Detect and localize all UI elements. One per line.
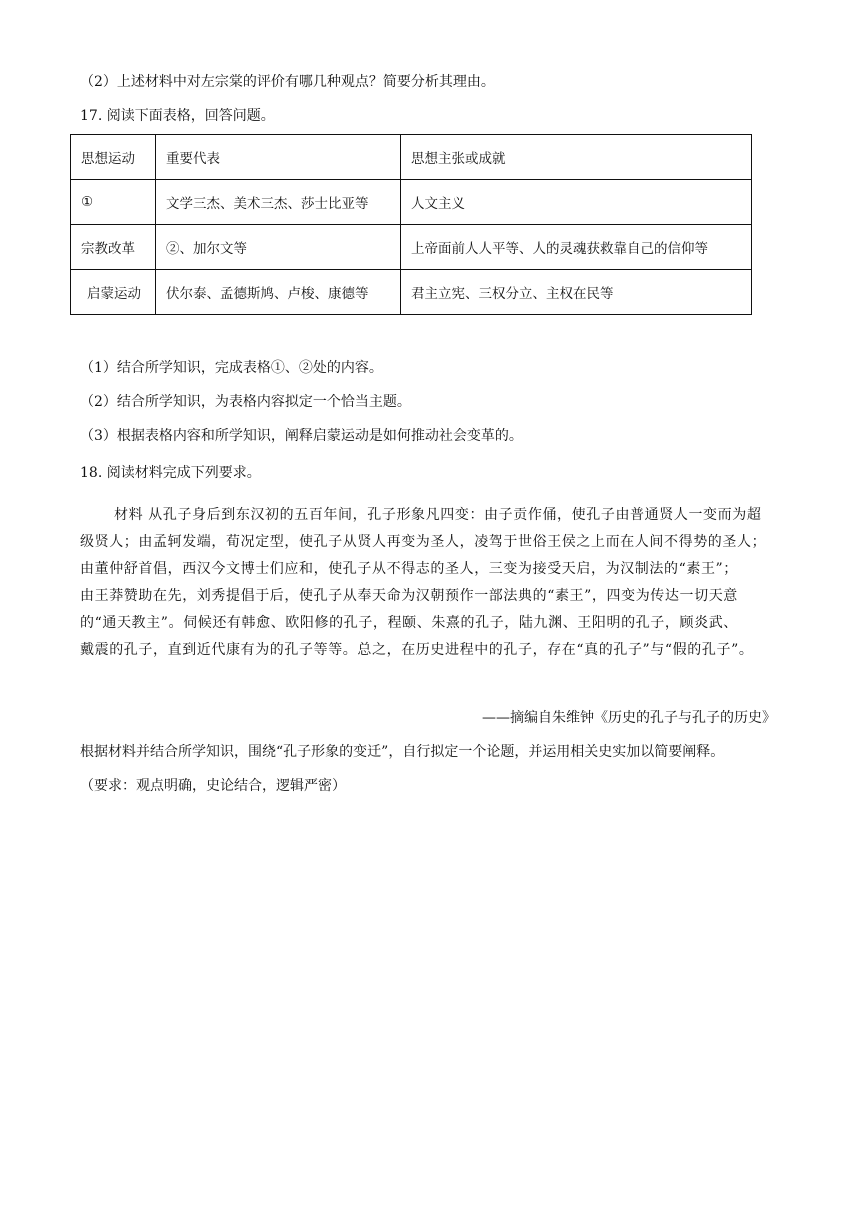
q18-requirement-note: （要求：观点明确，史论结合，逻辑严密） — [80, 778, 346, 794]
table-cell: ②、加尔文等 — [156, 225, 401, 270]
q17-sub-question-2: （2）结合所学知识，为表格内容拟定一个恰当主题。 — [80, 394, 411, 410]
table-row — [71, 180, 752, 225]
table-header-cell: 思想运动 — [71, 135, 156, 180]
table-cell: 宗教改革 — [71, 225, 156, 270]
material-line: 由王莽赞助在先，刘秀提倡于后，使孔子从奉天命为汉朝预作一部法典的“素王”，四变为传达一切天意 — [80, 588, 738, 604]
q17-stem: 17. 阅读下面表格，回答问题。 — [80, 108, 275, 124]
table-row — [71, 270, 752, 315]
q18-requirement: 根据材料并结合所学知识，围绕“孔子形象的变迁”，自行拟定一个论题，并运用相关史实加以简要阐释。 — [80, 744, 725, 760]
q18-stem: 18. 阅读材料完成下列要求。 — [80, 465, 261, 481]
q16-sub-question-2: （2）上述材料中对左宗棠的评价有哪几种观点？简要分析其理由。 — [80, 74, 495, 90]
table-cell: 启蒙运动 — [71, 270, 156, 315]
material-source: ——摘编自朱维钟《历史的孔子与孔子的历史》 — [482, 710, 776, 726]
table-cell: 文学三杰、美术三杰、莎士比亚等 — [156, 180, 401, 225]
table-cell: ① — [71, 180, 156, 225]
material-line: 级贤人；由孟轲发端，荀况定型，使孔子从贤人再变为圣人，凌驾于世俗王侯之上而在人间不得势的圣人； — [80, 534, 767, 550]
q17-table — [70, 134, 752, 315]
q17-sub-question-1: （1）结合所学知识，完成表格①、②处的内容。 — [80, 360, 383, 376]
table-header-row — [71, 135, 752, 180]
q17-sub-question-3: （3）根据表格内容和所学知识，阐释启蒙运动是如何推动社会变革的。 — [80, 428, 523, 444]
q18-material — [80, 502, 780, 664]
table-header-cell: 思想主张或成就 — [401, 135, 752, 180]
material-line: 的“通天教主”。伺候还有韩愈、欧阳修的孔子，程颐、朱熹的孔子，陆九渊、王阳明的孔子，顾炎武、 — [80, 615, 738, 631]
table-cell: 伏尔泰、孟德斯鸠、卢梭、康德等 — [156, 270, 401, 315]
table-cell: 君主立宪、三权分立、主权在民等 — [401, 270, 752, 315]
table-header-cell: 重要代表 — [156, 135, 401, 180]
table-row — [71, 225, 752, 270]
table-cell: 上帝面前人人平等、人的灵魂获救靠自己的信仰等 — [401, 225, 752, 270]
material-line: 戴震的孔子，直到近代康有为的孔子等等。总之，在历史进程中的孔子，存在“真的孔子”与“假的孔子”。 — [80, 642, 754, 658]
material-line: 材料 从孔子身后到东汉初的五百年间，孔子形象凡四变：由子贡作俑，使孔子由普通贤人一变而为超 — [114, 507, 762, 523]
table-cell: 人文主义 — [401, 180, 752, 225]
material-line: 由董仲舒首倡，西汉今文博士们应和，使孔子从不得志的圣人，三变为接受天启，为汉制法的“素王”； — [80, 561, 738, 577]
